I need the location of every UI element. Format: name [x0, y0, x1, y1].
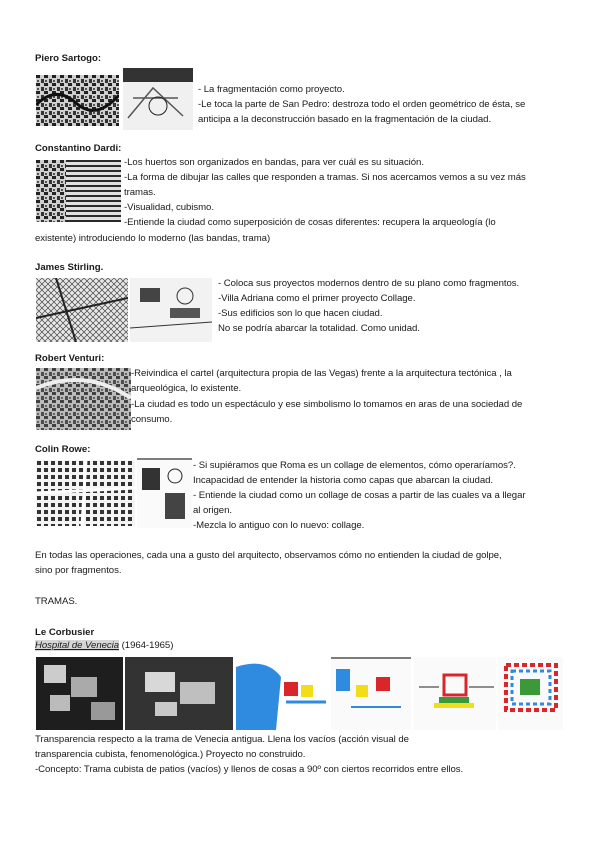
stirling-heading: James Stirling. — [35, 262, 104, 273]
venturi-line: arqueológica, lo existente. — [131, 383, 242, 394]
venturi-aerial-image — [36, 368, 131, 430]
corbusier-plan-image-3 — [414, 657, 496, 730]
corbusier-line: Transparencia respecto a la trama de Venecia antigua. Llena los vacíos (acción visual de — [35, 734, 409, 745]
sartogo-line: anticipa a la deconstrucción basado en la fragmentación de la ciudad. — [198, 114, 492, 125]
sartogo-collage-image — [36, 75, 119, 126]
stirling-map-image — [36, 278, 128, 342]
rowe-nolli-image — [36, 460, 135, 526]
venturi-line: consumo. — [131, 414, 173, 425]
summary-line: sino por fragmentos. — [35, 565, 122, 576]
dardi-line: -La forma de dibujar las calles que responden a tramas. Si nos acercamos vemos a su vez más — [124, 172, 526, 183]
corbusier-model-image-2 — [125, 657, 233, 730]
rowe-plan-image — [137, 458, 192, 528]
stirling-line: -Sus edificios son lo que hacen ciudad. — [218, 308, 383, 319]
summary-line: En todas las operaciones, cada una a gusto del arquitecto, observamos cómo no entienden la ciudad de golpe, — [35, 550, 502, 561]
rowe-line: -Mezcla lo antiguo con lo nuevo: collage. — [193, 520, 365, 531]
corbusier-project-line — [35, 638, 173, 653]
stirling-plan-image — [130, 278, 212, 342]
sartogo-plan-image — [123, 68, 193, 130]
dardi-plan-image — [36, 160, 121, 222]
sartogo-heading: Piero Sartogo: — [35, 53, 102, 64]
dardi-heading: Constantino Dardi: — [35, 143, 122, 154]
stirling-line: - Coloca sus proyectos modernos dentro de su plano como fragmentos. — [218, 278, 520, 289]
rowe-line: al origen. — [193, 505, 232, 516]
corbusier-line: -Concepto: Trama cubista de patios (vacíos) y llenos de cosas a 90º con ciertos recorridos entre ellos. — [35, 764, 464, 775]
dardi-line: -Entiende la ciudad como superposición de cosas diferentes: recupera la arqueología (lo — [124, 217, 496, 228]
stirling-line: -Villa Adriana como el primer proyecto Collage. — [218, 293, 416, 304]
rowe-line: - Si supiéramos que Roma es un collage de elementos, cómo operaríamos?. — [193, 460, 516, 471]
rowe-line: - Entiende la ciudad como un collage de cosas a partir de las cuales va a llegar — [193, 490, 526, 501]
corbusier-model-image-1 — [36, 657, 123, 730]
sartogo-line: -Le toca la parte de San Pedro: destroza todo el orden geométrico de ésta, se — [198, 99, 526, 110]
corbusier-line: transparencia cubista, fenomenológica.) Proyecto no construido. — [35, 749, 306, 760]
dardi-line: existente) introduciendo lo moderno (las bandas, trama) — [35, 233, 271, 244]
corbusier-heading: Le Corbusier — [35, 627, 95, 638]
stirling-line: No se podría abarcar la totalidad. Como unidad. — [218, 323, 420, 334]
venturi-line: -La ciudad es todo un espectáculo y ese simbolismo lo tomamos en aras de una sociedad de — [131, 399, 523, 410]
sartogo-line: - La fragmentación como proyecto. — [198, 84, 345, 95]
dardi-line: tramas. — [124, 187, 156, 198]
rowe-heading: Colin Rowe: — [35, 444, 91, 455]
venturi-line: -Reivindica el cartel (arquitectura propia de las Vegas) frente a la arquitectura tectónica , la — [131, 368, 512, 379]
dardi-line: -Visualidad, cubismo. — [124, 202, 214, 213]
dardi-line: -Los huertos son organizados en bandas, para ver cuál es su situación. — [124, 157, 424, 168]
venturi-heading: Robert Venturi: — [35, 353, 105, 364]
corbusier-project-years: (1964-1965) — [119, 640, 174, 651]
rowe-line: Incapacidad de entender la historia como capas que abarcan la ciudad. — [193, 475, 494, 486]
corbusier-plan-image-2 — [331, 657, 411, 730]
tramas-title: TRAMAS. — [35, 596, 78, 607]
corbusier-plan-image-1 — [236, 657, 328, 730]
corbusier-project-name: Hospital de Venecia — [35, 640, 120, 651]
corbusier-plan-image-4 — [498, 657, 563, 730]
